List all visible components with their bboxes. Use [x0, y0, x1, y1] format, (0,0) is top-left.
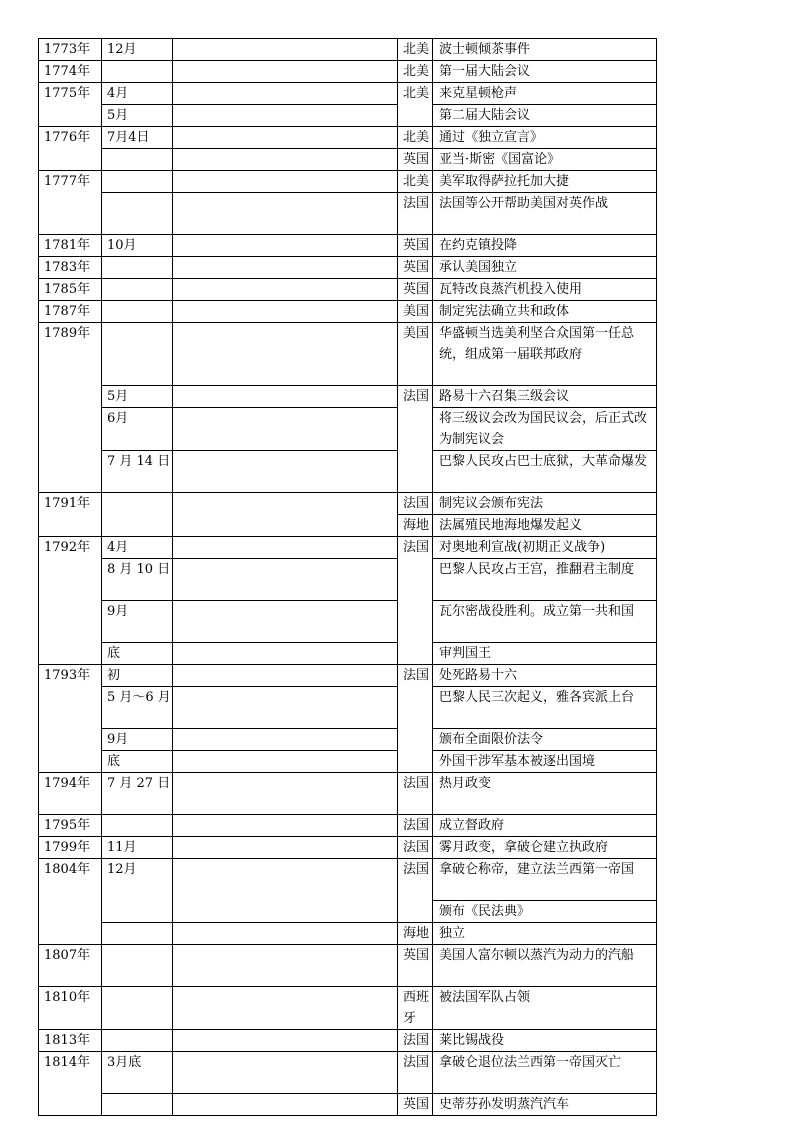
event-cell: 华盛顿当选美利坚合众国第一任总统，组成第一届联邦政府	[433, 323, 657, 386]
place-cell: 英国	[398, 1094, 433, 1116]
place-cell: 法国	[398, 493, 433, 515]
blank-cell	[173, 235, 398, 257]
year-cell: 1794年	[39, 773, 102, 815]
event-cell: 来克星顿枪声	[433, 83, 657, 105]
table-row	[39, 729, 657, 751]
event-cell: 颁布《民法典》	[433, 901, 657, 923]
month-cell: 4月	[102, 537, 173, 559]
blank-cell	[173, 687, 398, 729]
blank-cell	[173, 171, 398, 193]
event-cell: 法属殖民地海地爆发起义	[433, 515, 657, 537]
place-cell: 法国	[398, 386, 433, 493]
event-cell: 独立	[433, 923, 657, 945]
table-row	[39, 39, 657, 61]
blank-cell	[173, 1030, 398, 1052]
year-cell: 1807年	[39, 945, 102, 987]
month-cell: 9月	[102, 601, 173, 643]
event-cell: 拿破仑称帝，建立法兰西第一帝国	[433, 859, 657, 901]
table-row	[39, 987, 657, 1030]
table-row	[39, 1052, 657, 1094]
month-cell	[102, 945, 173, 987]
blank-cell	[173, 301, 398, 323]
year-cell: 1793年	[39, 665, 102, 773]
month-cell	[102, 279, 173, 301]
year-cell: 1777年	[39, 171, 102, 235]
blank-cell	[173, 451, 398, 493]
blank-cell	[173, 751, 398, 773]
blank-cell	[173, 559, 398, 601]
year-cell: 1781年	[39, 235, 102, 257]
table-row	[39, 451, 657, 493]
place-cell: 英国	[398, 257, 433, 279]
table-row	[39, 408, 657, 451]
place-cell: 法国	[398, 193, 433, 235]
place-cell: 法国	[398, 773, 433, 815]
table-row	[39, 171, 657, 193]
table-row	[39, 105, 657, 127]
year-cell: 1795年	[39, 815, 102, 837]
table-row	[39, 773, 657, 815]
event-cell: 颁布全面限价法令	[433, 729, 657, 751]
event-cell: 热月政变	[433, 773, 657, 815]
timeline-body	[39, 39, 657, 1116]
month-cell	[102, 1094, 173, 1116]
month-cell: 10月	[102, 235, 173, 257]
table-row	[39, 149, 657, 171]
blank-cell	[173, 987, 398, 1030]
month-cell: 3月底	[102, 1052, 173, 1094]
table-row	[39, 859, 657, 901]
blank-cell	[173, 408, 398, 451]
blank-cell	[173, 149, 398, 171]
place-cell: 美国	[398, 323, 433, 386]
table-row	[39, 193, 657, 235]
place-cell: 英国	[398, 235, 433, 257]
month-cell: 12月	[102, 859, 173, 923]
month-cell: 7 月 27 日	[102, 773, 173, 815]
event-cell: 第一届大陆会议	[433, 61, 657, 83]
table-row	[39, 1094, 657, 1116]
event-cell: 瓦尔密战役胜利。成立第一共和国	[433, 601, 657, 643]
place-cell: 法国	[398, 1052, 433, 1094]
blank-cell	[173, 601, 398, 643]
place-cell: 海地	[398, 923, 433, 945]
event-cell: 巴黎人民三次起义，雅各宾派上台	[433, 687, 657, 729]
month-cell: 底	[102, 751, 173, 773]
event-cell: 处死路易十六	[433, 665, 657, 687]
year-cell: 1776年	[39, 127, 102, 171]
blank-cell	[173, 837, 398, 859]
event-cell: 审判国王	[433, 643, 657, 665]
event-cell: 在约克镇投降	[433, 235, 657, 257]
place-cell: 北美	[398, 83, 433, 127]
month-cell	[102, 193, 173, 235]
blank-cell	[173, 61, 398, 83]
month-cell	[102, 61, 173, 83]
month-cell: 4月	[102, 83, 173, 105]
event-cell: 美军取得萨拉托加大捷	[433, 171, 657, 193]
table-row	[39, 815, 657, 837]
place-cell: 法国	[398, 537, 433, 665]
place-cell: 英国	[398, 149, 433, 171]
table-row	[39, 945, 657, 987]
blank-cell	[173, 83, 398, 105]
event-cell: 承认美国独立	[433, 257, 657, 279]
event-cell: 瓦特改良蒸汽机投入使用	[433, 279, 657, 301]
table-row	[39, 235, 657, 257]
year-cell: 1775年	[39, 83, 102, 127]
blank-cell	[173, 923, 398, 945]
table-row	[39, 1030, 657, 1052]
table-row	[39, 559, 657, 601]
blank-cell	[173, 127, 398, 149]
month-cell: 6月	[102, 408, 173, 451]
event-cell: 莱比锡战役	[433, 1030, 657, 1052]
month-cell	[102, 301, 173, 323]
table-row	[39, 643, 657, 665]
blank-cell	[173, 859, 398, 923]
event-cell: 亚当·斯密《国富论》	[433, 149, 657, 171]
event-cell: 法国等公开帮助美国对英作战	[433, 193, 657, 235]
blank-cell	[173, 386, 398, 408]
place-cell: 英国	[398, 279, 433, 301]
year-cell: 1799年	[39, 837, 102, 859]
event-cell: 史蒂芬孙发明蒸汽汽车	[433, 1094, 657, 1116]
place-cell: 法国	[398, 665, 433, 773]
table-row	[39, 923, 657, 945]
month-cell	[102, 149, 173, 171]
blank-cell	[173, 1052, 398, 1094]
month-cell: 5月	[102, 105, 173, 127]
year-cell: 1814年	[39, 1052, 102, 1116]
timeline-table	[38, 38, 657, 1116]
event-cell: 第二届大陆会议	[433, 105, 657, 127]
place-cell: 北美	[398, 39, 433, 61]
month-cell	[102, 987, 173, 1030]
month-cell	[102, 815, 173, 837]
year-cell: 1774年	[39, 61, 102, 83]
event-cell: 巴黎人民攻占巴士底狱，大革命爆发	[433, 451, 657, 493]
event-cell: 雾月政变，拿破仑建立执政府	[433, 837, 657, 859]
table-row	[39, 83, 657, 105]
place-cell: 英国	[398, 945, 433, 987]
table-row	[39, 386, 657, 408]
blank-cell	[173, 279, 398, 301]
blank-cell	[173, 257, 398, 279]
year-cell: 1804年	[39, 859, 102, 945]
table-row	[39, 837, 657, 859]
table-row	[39, 279, 657, 301]
month-cell	[102, 493, 173, 537]
month-cell: 11月	[102, 837, 173, 859]
table-row	[39, 61, 657, 83]
event-cell: 制定宪法确立共和政体	[433, 301, 657, 323]
month-cell	[102, 171, 173, 193]
table-row	[39, 537, 657, 559]
event-cell: 成立督政府	[433, 815, 657, 837]
month-cell: 5月	[102, 386, 173, 408]
event-cell: 巴黎人民攻占王宫，推翻君主制度	[433, 559, 657, 601]
table-row	[39, 127, 657, 149]
place-cell: 北美	[398, 127, 433, 149]
month-cell	[102, 923, 173, 945]
month-cell: 9月	[102, 729, 173, 751]
year-cell: 1810年	[39, 987, 102, 1030]
blank-cell	[173, 537, 398, 559]
year-cell: 1813年	[39, 1030, 102, 1052]
event-cell: 对奥地利宣战(初期正义战争)	[433, 537, 657, 559]
blank-cell	[173, 193, 398, 235]
blank-cell	[173, 105, 398, 127]
place-cell: 西班牙	[398, 987, 433, 1030]
blank-cell	[173, 815, 398, 837]
month-cell: 初	[102, 665, 173, 687]
event-cell: 将三级议会改为国民议会，后正式改为制宪议会	[433, 408, 657, 451]
year-cell: 1792年	[39, 537, 102, 665]
month-cell: 7月4日	[102, 127, 173, 149]
event-cell: 波士顿倾茶事件	[433, 39, 657, 61]
event-cell: 外国干涉军基本被逐出国境	[433, 751, 657, 773]
year-cell: 1785年	[39, 279, 102, 301]
blank-cell	[173, 1094, 398, 1116]
month-cell	[102, 257, 173, 279]
event-cell: 通过《独立宣言》	[433, 127, 657, 149]
month-cell: 5 月～6 月	[102, 687, 173, 729]
place-cell: 北美	[398, 61, 433, 83]
event-cell: 路易十六召集三级会议	[433, 386, 657, 408]
table-row	[39, 257, 657, 279]
blank-cell	[173, 773, 398, 815]
blank-cell	[173, 493, 398, 537]
place-cell: 法国	[398, 859, 433, 923]
event-cell: 被法国军队占领	[433, 987, 657, 1030]
blank-cell	[173, 323, 398, 386]
table-row	[39, 687, 657, 729]
table-row	[39, 751, 657, 773]
year-cell: 1783年	[39, 257, 102, 279]
table-row	[39, 301, 657, 323]
place-cell: 法国	[398, 837, 433, 859]
month-cell: 7 月 14 日	[102, 451, 173, 493]
month-cell: 底	[102, 643, 173, 665]
year-cell: 1773年	[39, 39, 102, 61]
year-cell: 1791年	[39, 493, 102, 537]
table-row	[39, 601, 657, 643]
blank-cell	[173, 729, 398, 751]
place-cell: 法国	[398, 1030, 433, 1052]
event-cell: 美国人富尔顿以蒸汽为动力的汽船	[433, 945, 657, 987]
month-cell	[102, 323, 173, 386]
blank-cell	[173, 945, 398, 987]
event-cell: 拿破仑退位法兰西第一帝国灭亡	[433, 1052, 657, 1094]
year-cell: 1789年	[39, 323, 102, 493]
place-cell: 法国	[398, 815, 433, 837]
blank-cell	[173, 39, 398, 61]
place-cell: 海地	[398, 515, 433, 537]
month-cell: 8 月 10 日	[102, 559, 173, 601]
table-row	[39, 665, 657, 687]
place-cell: 北美	[398, 171, 433, 193]
event-cell: 制宪议会颁布宪法	[433, 493, 657, 515]
table-row	[39, 323, 657, 386]
month-cell: 12月	[102, 39, 173, 61]
table-row	[39, 493, 657, 515]
blank-cell	[173, 665, 398, 687]
place-cell: 美国	[398, 301, 433, 323]
blank-cell	[173, 643, 398, 665]
month-cell	[102, 1030, 173, 1052]
year-cell: 1787年	[39, 301, 102, 323]
